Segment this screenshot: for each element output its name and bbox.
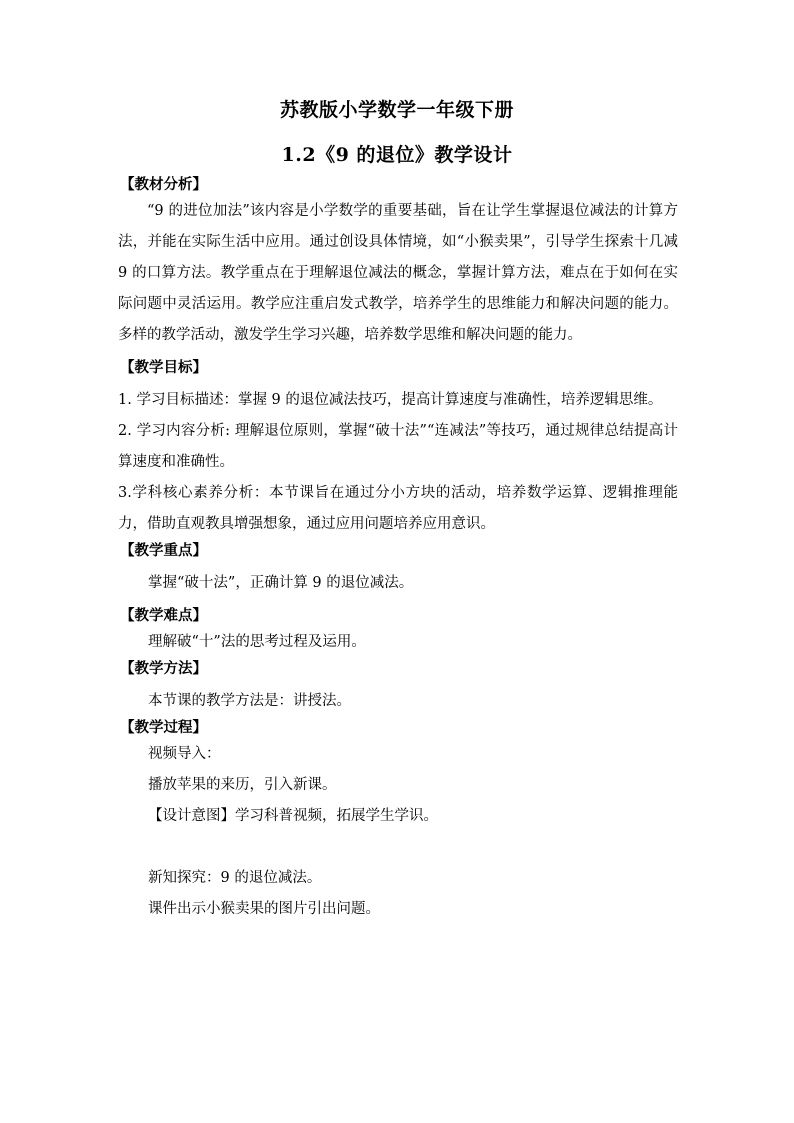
- teaching-goal-item: 3.学科核心素养分析：本节课旨在通过分小方块的活动，培养数学运算、逻辑推理能力，借助直观教具增强想象，通过应用问题培养应用意识。: [118, 485, 678, 532]
- process-design-intent: 【设计意图】学习科普视频，拓展学生学识。: [148, 808, 438, 824]
- section-heading-methods: 【教学方法】: [120, 660, 207, 677]
- document-body: [118, 174, 678, 925]
- process-line: 课件出示小猴卖果的图片引出问题。: [148, 901, 380, 917]
- teaching-goal-item: 2. 学习内容分析: 理解退位原则，掌握“破十法”“连减法”等技巧，通过规律总结提高计算速度和准确性。: [118, 423, 678, 470]
- document-subtitle: 1.2《9 的退位》教学设计: [281, 144, 513, 166]
- teaching-goal-item: 1. 学习目标描述：掌握 9 的退位减法技巧，提高计算速度与准确性，培养逻辑思维。: [118, 392, 663, 408]
- section-heading-teaching-goals: 【教学目标】: [120, 359, 207, 376]
- process-line: 视频导入：: [148, 746, 221, 762]
- process-line: 新知探究：9 的退位减法。: [148, 870, 322, 886]
- material-analysis-paragraph: “9 的进位加法”该内容是小学数学的重要基础，旨在让学生掌握退位减法的计算方法，并能在实际生活中应用。通过创设具体情境，如“小猴卖果”，引导学生探索十几减 9 的口算方法。教学重点在于理解退位减法的概念，掌握计算方法，难点在于如何在实际问题中灵活运用。教学应注重启发式教学，培养学生的思维能力和解决问题的能力。多样的教学活动，激发学生学习兴趣，培养数学思维和解决问题的能力。: [118, 203, 678, 343]
- methods-text: 本节课的教学方法是：讲授法。: [148, 693, 351, 709]
- document-title: 苏教版小学数学一年级下册: [279, 99, 514, 121]
- section-heading-difficulties: 【教学难点】: [120, 607, 207, 624]
- key-points-text: 掌握“破十法”，正确计算 9 的退位减法。: [148, 575, 414, 591]
- process-line: 播放苹果的来历，引入新课。: [148, 777, 337, 793]
- section-heading-key-points: 【教学重点】: [120, 542, 207, 559]
- section-heading-material-analysis: 【教材分析】: [120, 176, 207, 193]
- section-heading-process: 【教学过程】: [120, 719, 207, 736]
- difficulties-text: 理解破“十”法的思考过程及运用。: [148, 634, 366, 650]
